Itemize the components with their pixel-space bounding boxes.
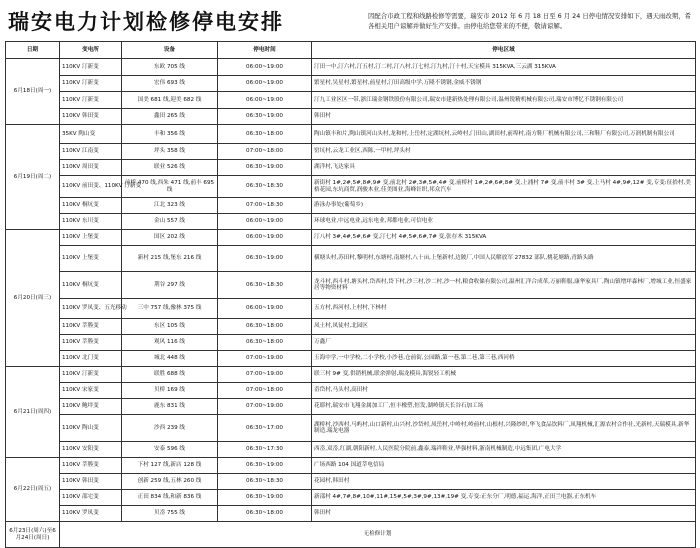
area-cell: 汀田一中,汀六村,汀五村,汀二村,汀八村,汀七村,汀九村,汀十村,天宝模具 315KVA,三云湖 315KVA — [312, 59, 696, 76]
equipment-cell: 贝岙 755 线 — [122, 506, 218, 522]
area-cell: 广场西路 104 国道莘电信局 — [312, 458, 696, 474]
table-row — [6, 272, 696, 299]
table-row — [6, 383, 696, 399]
substation-cell: 110KV 汀新变 — [60, 59, 122, 76]
time-cell: 07:00~18:00 — [218, 144, 312, 160]
substation-cell: 110KV 上堡变 — [60, 230, 122, 246]
equipment-cell: 新村 215 线,堡东 216 线 — [122, 246, 218, 272]
equipment-cell: 联业 526 线 — [122, 160, 218, 176]
time-cell: 07:00~19:00 — [218, 351, 312, 367]
table-row — [6, 474, 696, 490]
table-row — [6, 299, 696, 319]
area-cell: 花园村,韩田村 — [312, 474, 696, 490]
table-row — [6, 506, 696, 522]
table-header-row — [6, 42, 696, 59]
header-date: 日期 — [6, 42, 60, 59]
time-cell: 06:00~19:00 — [218, 76, 312, 92]
time-cell: 06:30~18:30 — [218, 272, 312, 299]
area-cell: 韩田村 — [312, 506, 696, 522]
substation-cell: 110KV 韩田变 — [60, 109, 122, 125]
table-row — [6, 76, 696, 92]
substation-cell: 110KV 鲍垟变 — [60, 399, 122, 415]
area-cell: 窑坑村,云龙工业区,西陈,一甲村,坪头村 — [312, 144, 696, 160]
table-row — [6, 198, 696, 214]
table-row — [6, 92, 696, 109]
table-row — [6, 319, 696, 335]
table-row — [6, 351, 696, 367]
substation-cell: 110KV 陶山变 — [60, 415, 122, 442]
header-substation: 变电所 — [60, 42, 122, 59]
substation-cell: 110KV 莘塍变 — [60, 458, 122, 474]
substation-cell: 110KV 桐坑变 — [60, 198, 122, 214]
table-row — [6, 125, 696, 144]
time-cell: 06:30~19:00 — [218, 109, 312, 125]
equipment-cell: 观风 116 线 — [122, 335, 218, 351]
substation-cell: 110KV 莘塍变 — [60, 319, 122, 335]
area-cell: 横塘头村,苏田村,黎明村,东塘村,南塘村,八十亩,上堡新村,边陂厂,中国人民解放军 27832 部队,桃花塘路,青路头路 — [312, 246, 696, 272]
equipment-cell: 下村 127 线,新店 128 线 — [122, 458, 218, 474]
area-cell: 花耶村,瑞安市飞翔金属加工厂,恒丰橡塑,恒发,湖岭镇天长谷石加工场 — [312, 399, 696, 415]
equipment-cell: 前桥 470 线,西朱 471 线,前丰 695 线 — [122, 176, 218, 198]
equipment-cell: 丰和 356 线 — [122, 125, 218, 144]
table-row — [6, 214, 696, 230]
equipment-cell: 城北 448 线 — [122, 351, 218, 367]
time-cell: 06:30~18:30 — [218, 474, 312, 490]
equipment-cell: 安泰 596 线 — [122, 442, 218, 458]
table-row — [6, 176, 696, 198]
date-cell: 6月22日(周五) — [6, 458, 60, 522]
notice-text: 因配合市政工程和线路检修等需要，瑞安市 2012 年 6 月 18 日至 6 月 24 日停电情况安排如下，遇天雨改期，希各相关用户谅解并做好生产安排。由停电给您带来的不便，敬请谅解。 — [368, 12, 691, 30]
area-cell: 韩田村 — [312, 109, 696, 125]
table-row — [6, 230, 696, 246]
area-cell: 游泳办事处(葡萄乡) — [312, 198, 696, 214]
equipment-cell: 联胜 688 线 — [122, 367, 218, 383]
equipment-cell: 沙西 239 线 — [122, 415, 218, 442]
substation-cell: 110KV 宋家变 — [60, 383, 122, 399]
area-cell: 新邵村 4#,7#,8#,10#,11#,15#,5#,3#,9#,13#,19# 变,专变:正东分厂,明德,福运,海洋,正田兰电器,正东机车 — [312, 490, 696, 506]
time-cell: 06:30~18:00 — [218, 506, 312, 522]
substation-cell: 110KV 汀新变 — [60, 92, 122, 109]
area-cell: 凤土村,凤徒村,北园区 — [312, 319, 696, 335]
time-cell: 06:30~19:00 — [218, 490, 312, 506]
header-equipment: 设备 — [122, 42, 218, 59]
area-cell: 岙岱村,马头村,高田村 — [312, 383, 696, 399]
time-cell: 06:00~19:00 — [218, 214, 312, 230]
equipment-cell: 东区 105 线 — [122, 319, 218, 335]
time-cell: 07:00~19:00 — [218, 399, 312, 415]
page-title: 瑞安电力计划检修停电安排 — [8, 10, 284, 34]
table-row — [6, 144, 696, 160]
substation-cell: 110KV 汀新变 — [60, 367, 122, 383]
area-cell: 万鑫厂 — [312, 335, 696, 351]
equipment-cell: 金山 557 线 — [122, 214, 218, 230]
substation-cell: 110KV 上堡变 — [60, 246, 122, 272]
area-cell: 联三村 9# 变,供销机械,联余弹射,瑞龙模具,海锐轻工机械 — [312, 367, 696, 383]
equipment-cell: 宏伟 693 线 — [122, 76, 218, 92]
table-row — [6, 367, 696, 383]
equipment-cell: 东欧 705 线 — [122, 59, 218, 76]
time-cell: 06:30~18:00 — [218, 335, 312, 351]
area-cell: 繁星村,吴星村,繁星村,前星村,汀田高级中学,万隆不锈钢,金威不锈钢 — [312, 76, 696, 92]
area-cell: 汀九工业区区一带,浙江瑞金钢铁股份有限公司,瑞安市建新热处理有限公司,温州锐精机械有限公司,瑞安市博忆不锈钢有限公司 — [312, 92, 696, 109]
area-cell: 环球电业,中远电业,远东电业,邦都电业,可信电业 — [312, 214, 696, 230]
area-cell: 新街村 1#,2#,5#,8#,9# 变,前北村 2#,3#,5#,4# 变,前桥村 1#,2#,6#,8# 变,上浦村 7# 变,前丰村 3# 变,上马村 4#,9#,12# 变,专变:征拾村,美格花园,东坑商贸,润骏木业,佳美图业,海峰针织,邦众汽车 — [312, 176, 696, 198]
area-cell: 湖桥村,沙西村,马屿村,山口新村,山兴村,沙岱村,凤岳村,中岭村,岭前村,山根村,兴隆纱织,华飞食品饮料厂,凤翔机械,汇源农村合作社,光新村,天瑞模具,新华制造,瑞龙电器 — [312, 415, 696, 442]
substation-cell: 110KV 安阳变 — [60, 442, 122, 458]
equipment-cell: 江北 323 线 — [122, 198, 218, 214]
table-row — [6, 335, 696, 351]
equipment-cell: 鹿东 831 线 — [122, 399, 218, 415]
time-cell: 06:30~19:00 — [218, 246, 312, 272]
page-header — [0, 0, 700, 40]
table-row — [6, 160, 696, 176]
time-cell: 06:30~17:30 — [218, 442, 312, 458]
date-cell: 6月18日(周一) — [6, 59, 60, 125]
substation-cell: 110KV 周田变 — [60, 160, 122, 176]
area-cell: 玉海中学,一中学校,二小学校,小沙巷,仓前街,公园路,第一巷,第二巷,第三巷,西河桥 — [312, 351, 696, 367]
equipment-cell: 创新 259 线,五林 260 线 — [122, 474, 218, 490]
time-cell: 06:00~19:00 — [218, 230, 312, 246]
substation-cell: 110KV 罗凤变、五光移动 — [60, 299, 122, 319]
substation-cell: 110KV 罗凤变 — [60, 506, 122, 522]
time-cell: 07:00~18:30 — [218, 198, 312, 214]
header-time: 停电时间 — [218, 42, 312, 59]
time-cell: 06:30~18:00 — [218, 125, 312, 144]
area-cell: 五方村,西河村,上村村,下林村 — [312, 299, 696, 319]
equipment-cell: 贝桥 169 线 — [122, 383, 218, 399]
table-row — [6, 59, 696, 76]
date-cell: 6月20日(周三) — [6, 230, 60, 367]
time-cell: 07:00~18:00 — [218, 383, 312, 399]
table-row — [6, 490, 696, 506]
no-plan-cell: 无检修计划 — [60, 522, 696, 548]
table-row — [6, 415, 696, 442]
substation-cell: 110KV 前田变、110KV 汀新变 — [60, 176, 122, 198]
substation-cell: 110KV 江南变 — [60, 144, 122, 160]
time-cell: 06:30~18:30 — [218, 176, 312, 198]
area-cell: 汀八村 3#,4#,5#,6# 变,汀七村 4#,5#,6#,7# 变,张存木 315KVA — [312, 230, 696, 246]
table-row — [6, 399, 696, 415]
equipment-cell: 荆谷 297 线 — [122, 272, 218, 299]
time-cell: 06:30~18:00 — [218, 319, 312, 335]
area-cell: 陶山镇丰和片,陶山镇河山头村,龙和村,上岳村,定湖坑村,云岭村,门田山,湖田村,前埠村,南方鞋厂机械有限公司,三和鞋厂有限公司,万润机制有限公司 — [312, 125, 696, 144]
substation-cell: 110KV 北门变 — [60, 351, 122, 367]
time-cell: 06:00~19:00 — [218, 59, 312, 76]
time-cell: 06:30~19:00 — [218, 160, 312, 176]
time-cell: 06:00~19:00 — [218, 92, 312, 109]
equipment-cell: 鑫田 265 线 — [122, 109, 218, 125]
time-cell: 06:30~17:00 — [218, 415, 312, 442]
area-cell: 西岙,双岙,红湖,朝阳新村,人民医院分院前,鑫泰,瑞祥鞋业,华强材料,浙南机械制造,中远集团,广电大学 — [312, 442, 696, 458]
table-row — [6, 442, 696, 458]
table-row — [6, 522, 696, 548]
equipment-cell: 三中 757 线,豫林 375 线 — [122, 299, 218, 319]
substation-cell: 35KV 陶山变 — [60, 125, 122, 144]
time-cell: 06:00~19:00 — [218, 299, 312, 319]
area-cell: 湖洋村,飞达家具 — [312, 160, 696, 176]
substation-cell: 110KV 邵宅变 — [60, 490, 122, 506]
table-row — [6, 109, 696, 125]
equipment-cell: 国美 681 线,迎美 682 线 — [122, 92, 218, 109]
substation-cell: 110KV 莘塍变 — [60, 335, 122, 351]
date-cell: 6月23日(周六)至6月24日(周日) — [6, 522, 60, 548]
time-cell: 07:00~19:00 — [218, 367, 312, 383]
table-row — [6, 246, 696, 272]
substation-cell: 110KV 汀新变 — [60, 76, 122, 92]
table-row — [6, 458, 696, 474]
area-cell: 龙斗村,西斗村,塘头村,岱西村,岱下村,沙三村,沙二村,沙一村,粮食收储有限公司,温州汇洋合成革,万丽鞋服,康华家具厂,陶山镇增垟森林厂,增城工业,恒盛家居等物资材料 — [312, 272, 696, 299]
outage-schedule-table — [5, 41, 696, 548]
substation-cell: 110KV 韩田变 — [60, 474, 122, 490]
equipment-cell: 正田 834 线,和新 836 线 — [122, 490, 218, 506]
date-cell: 6月21日(周四) — [6, 367, 60, 458]
header-area: 停电区域 — [312, 42, 696, 59]
date-cell: 6月19日(周二) — [6, 125, 60, 230]
substation-cell: 110KV 东川变 — [60, 214, 122, 230]
time-cell: 06:30~19:00 — [218, 458, 312, 474]
equipment-cell: 坪头 358 线 — [122, 144, 218, 160]
equipment-cell: 国区 202 线 — [122, 230, 218, 246]
substation-cell: 110KV 桐坑变 — [60, 272, 122, 299]
